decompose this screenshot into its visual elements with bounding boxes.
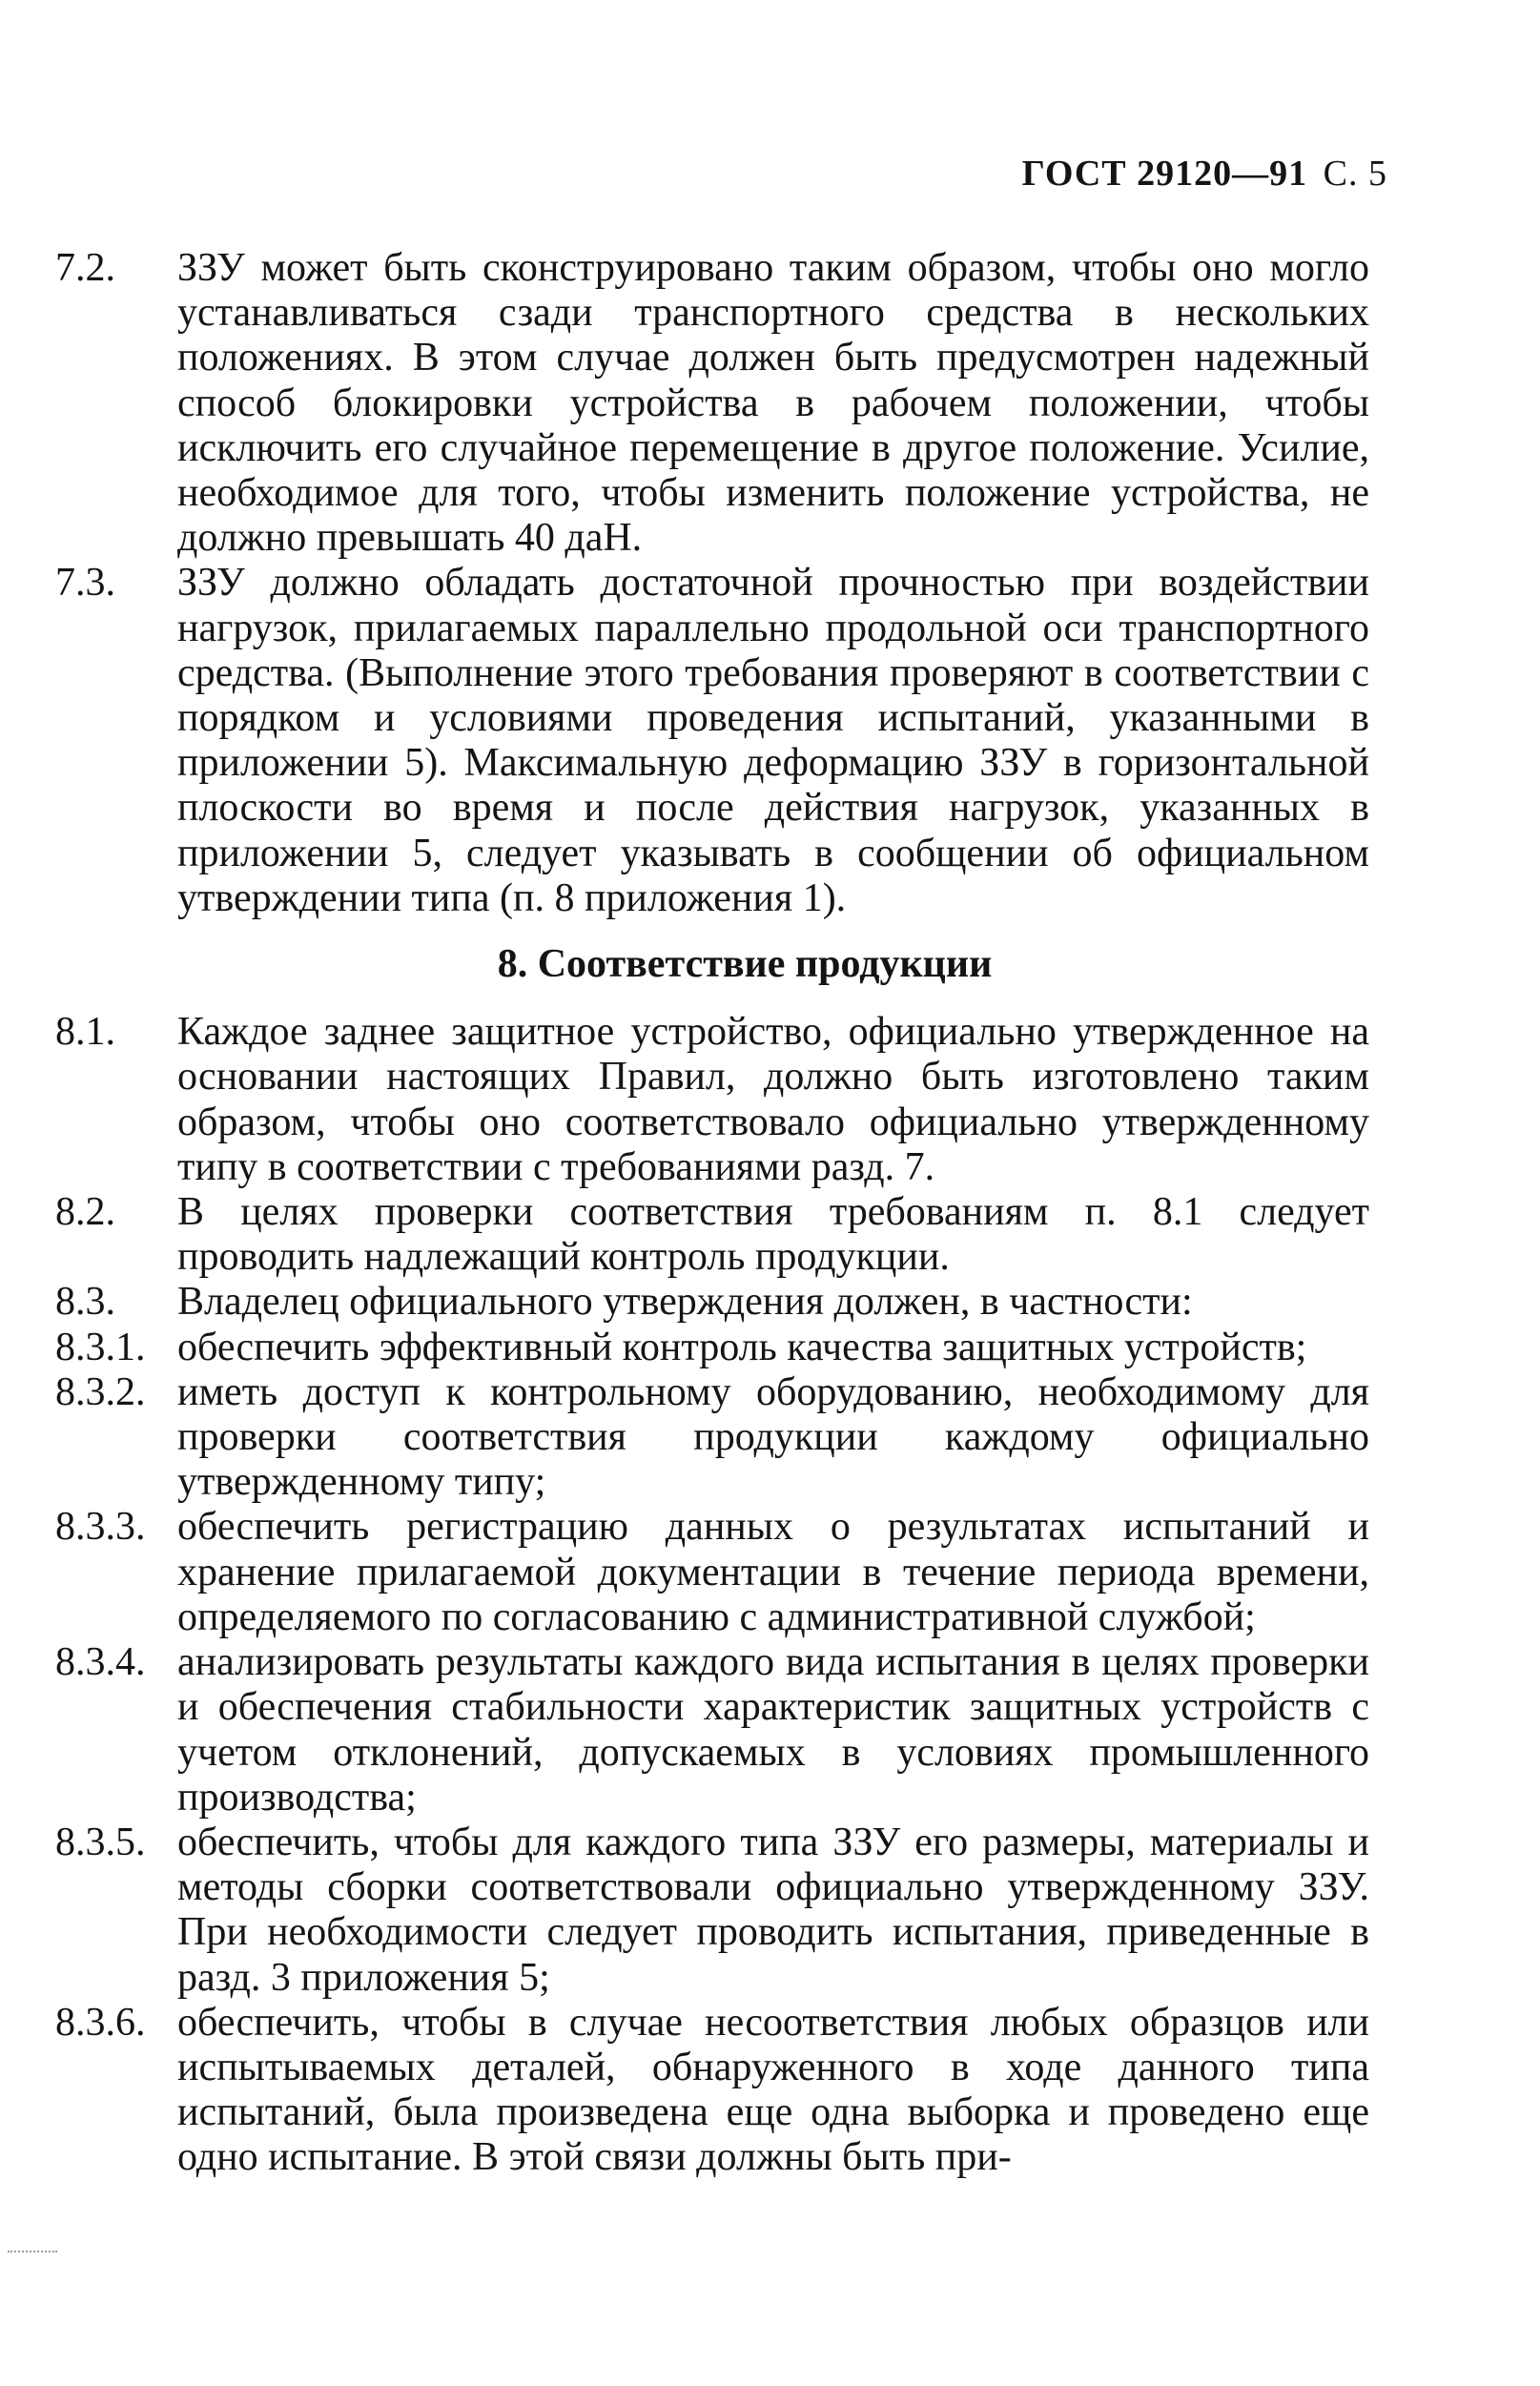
paragraph-text: ЗЗУ должно обладать достаточной прочностью при воздействии нагрузок, прилагаемых параллельно продольной оси транспортного средства. (Выполнение этого требования проверяют в соответствии с порядком и условиями проведения испытаний, указанными в приложении 5). Максимальную деформацию ЗЗУ в горизонтальной плоскости во время и после действия нагрузок, указанных в приложении 5, следует указывать в сообщении об официальном утверждении типа (п. 8 приложения 1). [177,561,1369,920]
paragraph-text: иметь доступ к контрольному оборудованию, необходимому для проверки соответствия продукции каждому официально утвержденному типу; [177,1369,1369,1505]
paragraph-text: обеспечить регистрацию данных о результатах испытаний и хранение прилагаемой документации в течение периода времени, определяемого по согласованию с административной службой; [177,1505,1369,1639]
paragraph-number: 8.3.6. [55,2000,146,2045]
paragraph-text: Владелец официального утверждения должен, в частности: [177,1280,1193,1325]
paragraph-8-3-4 [55,1640,1369,1820]
paragraph-8-2 [55,1190,1369,1280]
standard-number: ГОСТ 29120—91 [1021,154,1308,194]
paragraph-number: 8.3.3. [55,1505,146,1550]
paragraph-number: 8.3. [55,1280,115,1325]
paragraph-text: Каждое заднее защитное устройство, официально утвержденное на основании настоящих Правил, должно быть изготовлено таким образом, чтобы оно соответствовало официально утвержденному типу в соответствии с требованиями разд. 7. [177,1010,1369,1189]
paragraph-text: обеспечить, чтобы для каждого типа ЗЗУ его размеры, материалы и методы сборки соответствовали официально утвержденному ЗЗУ. При необходимости следует проводить испытания, приведенные в разд. 3 приложения 5; [177,1820,1369,2000]
document-body [55,246,1369,2181]
paragraph-text: ЗЗУ может быть сконструировано таким образом, чтобы оно могло устанавливаться сзади транспортного средства в нескольких положениях. В этом случае должен быть предусмотрен надежный способ блокировки устройства в рабочем положении, чтобы исключить его случайное перемещение в другое положение. Усилие, необходимое для того, чтобы изменить положение устройства, не должно превышать 40 даН. [177,246,1369,561]
paragraph-7-3 [55,561,1369,921]
paragraph-8-3-6 [55,2001,1369,2181]
page-number: С. 5 [1323,154,1387,194]
paragraph-8-3-1 [55,1326,1369,1370]
paragraph-number: 7.3. [55,561,115,606]
paragraph-number: 7.2. [55,246,115,290]
paragraph-7-2 [55,246,1369,561]
page-header [1022,153,1387,195]
paragraph-number: 8.3.2. [55,1369,146,1414]
paragraph-8-3 [55,1280,1369,1325]
paragraph-text: обеспечить, чтобы в случае несоответствия любых образцов или испытываемых деталей, обнаруженного в ходе данного типа испытаний, была произведена еще одна выборка и проведено еще одно испытание. В этой связи должны быть при- [177,2000,1369,2180]
paragraph-8-3-2 [55,1370,1369,1506]
paragraph-number: 8.3.5. [55,1820,146,1864]
paragraph-number: 8.3.4. [55,1640,146,1685]
paragraph-text: В целях проверки соответствия требованиям п. 8.1 следует проводить надлежащий контроль продукции. [177,1190,1369,1280]
paragraph-text: обеспечить эффективный контроль качества защитных устройств; [177,1325,1307,1369]
paragraph-8-3-3 [55,1505,1369,1640]
paragraph-text: анализировать результаты каждого вида испытания в целях проверки и обеспечения стабильности характеристик защитных устройств с учетом отклонений, допускаемых в условиях промышленного производства; [177,1640,1369,1820]
section-heading: 8. Соответствие продукции [497,942,993,987]
paragraph-8-1 [55,1010,1369,1190]
paragraph-number: 8.1. [55,1010,115,1055]
paragraph-number: 8.2. [55,1190,115,1235]
paragraph-number: 8.3.1. [55,1325,146,1369]
scan-mark [8,2251,57,2254]
paragraph-8-3-5 [55,1820,1369,2001]
